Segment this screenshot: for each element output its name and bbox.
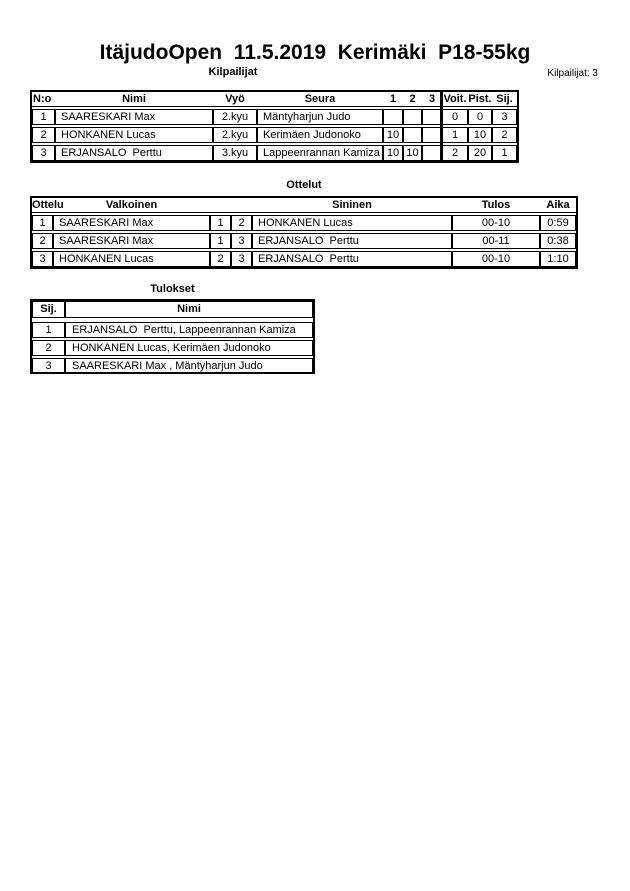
competitor-row [32, 127, 517, 143]
cell-name-club: ERJANSALO Perttu, Lappeenrannan Kamiza [65, 322, 313, 338]
column-header-3: 3 [428, 93, 436, 105]
cell-nro: 1 [32, 109, 55, 125]
column-header-sininen: Sininen [332, 199, 372, 211]
results-table [30, 299, 315, 374]
cell-seura: Mäntyharjun Judo [257, 109, 383, 125]
matches-section-title: Ottelut [286, 179, 322, 191]
column-header-1: 1 [389, 93, 397, 105]
cell-white-player: HONKANEN Lucas [53, 251, 210, 267]
cell-score-3 [422, 127, 442, 143]
cell-name-club: HONKANEN Lucas, Kerimäen Judonoko [65, 340, 313, 356]
matches-header-row [32, 198, 576, 213]
cell-vyo: 3.kyu [213, 145, 257, 161]
cell-name-club: SAARESKARI Max , Mäntyharjun Judo [65, 358, 313, 374]
cell-white-number: 1 [210, 215, 231, 231]
thick-column-divider [440, 92, 443, 161]
cell-pist: 0 [468, 109, 492, 125]
match-row [32, 215, 576, 231]
competitor-row [32, 145, 517, 161]
cell-match-number: 2 [32, 233, 53, 249]
cell-voit: 0 [442, 109, 468, 125]
column-header-blank2 [231, 198, 252, 212]
cell-blue-number: 2 [231, 215, 252, 231]
cell-voit: 2 [442, 145, 468, 161]
column-header-blank1 [210, 198, 231, 212]
cell-nro: 3 [32, 145, 55, 161]
competitors-table [30, 90, 519, 163]
column-header-sij: Sij. [496, 93, 513, 105]
cell-white-number: 1 [210, 233, 231, 249]
column-header-seura: Seura [304, 93, 336, 105]
results-header-row [32, 301, 313, 320]
cell-score-1: 10 [383, 127, 403, 143]
column-header-vyo: Vyö [225, 93, 245, 105]
column-header-nro: N:o [33, 93, 52, 105]
cell-score-1 [383, 109, 403, 125]
cell-pist: 20 [468, 145, 492, 161]
column-header-ottelu: Ottelu [32, 199, 64, 211]
cell-blue-player: ERJANSALO Perttu [252, 233, 452, 249]
cell-nro: 2 [32, 127, 55, 143]
cell-white-number: 2 [210, 251, 231, 267]
column-header-aika: Aika [546, 199, 570, 211]
cell-place: 2 [32, 340, 65, 356]
cell-pist: 10 [468, 127, 492, 143]
cell-place: 3 [32, 358, 65, 374]
cell-blue-player: HONKANEN Lucas [252, 215, 452, 231]
cell-score-1: 10 [383, 145, 403, 161]
cell-score-3 [422, 109, 442, 125]
cell-score-2 [403, 127, 422, 143]
cell-vyo: 2.kyu [213, 109, 257, 125]
cell-nimi: SAARESKARI Max [55, 109, 213, 125]
cell-tulos: 00-11 [452, 233, 540, 249]
cell-match-number: 1 [32, 215, 53, 231]
cell-aika: 0:38 [540, 233, 576, 249]
cell-tulos: 00-10 [452, 215, 540, 231]
column-header-sij: Sij. [32, 301, 65, 318]
competitors-header-row [32, 92, 517, 107]
cell-match-number: 3 [32, 251, 53, 267]
result-row [32, 358, 313, 374]
page-title: ItäjudoOpen 11.5.2019 Kerimäki P18-55kg [99, 41, 531, 64]
cell-seura: Kerimäen Judonoko [257, 127, 383, 143]
competitor-row [32, 109, 517, 125]
cell-tulos: 00-10 [452, 251, 540, 267]
results-section-title: Tulokset [150, 283, 195, 295]
matches-table [30, 196, 578, 269]
competitor-count: Kilpailijat: 3 [547, 68, 598, 79]
cell-vyo: 2.kyu [213, 127, 257, 143]
column-header-2: 2 [409, 93, 416, 105]
cell-nimi: HONKANEN Lucas [55, 127, 213, 143]
cell-sij: 2 [492, 127, 517, 143]
result-row [32, 322, 313, 338]
cell-white-player: SAARESKARI Max [53, 215, 210, 231]
cell-voit: 1 [442, 127, 468, 143]
column-header-pist: Pist. [468, 93, 492, 105]
cell-place: 1 [32, 322, 65, 338]
column-header-nimi: Nimi [65, 301, 313, 318]
cell-sij: 1 [492, 145, 517, 161]
column-header-valkoinen: Valkoinen [105, 199, 158, 211]
cell-white-player: SAARESKARI Max [53, 233, 210, 249]
match-row [32, 251, 576, 267]
cell-score-2 [403, 109, 422, 125]
cell-aika: 0:59 [540, 215, 576, 231]
match-row [32, 233, 576, 249]
cell-score-3 [422, 145, 442, 161]
competitors-section-title: Kilpailijat [208, 66, 258, 78]
result-row [32, 340, 313, 356]
column-header-tulos: Tulos [481, 199, 511, 211]
column-header-nimi: Nimi [122, 93, 146, 105]
cell-seura: Lappeenrannan Kamiza [257, 145, 383, 161]
cell-blue-player: ERJANSALO Perttu [252, 251, 452, 267]
cell-nimi: ERJANSALO Perttu [55, 145, 213, 161]
cell-aika: 1:10 [540, 251, 576, 267]
cell-blue-number: 3 [231, 251, 252, 267]
column-header-voit: Voit. [443, 93, 467, 105]
cell-blue-number: 3 [231, 233, 252, 249]
cell-sij: 3 [492, 109, 517, 125]
cell-score-2: 10 [403, 145, 422, 161]
